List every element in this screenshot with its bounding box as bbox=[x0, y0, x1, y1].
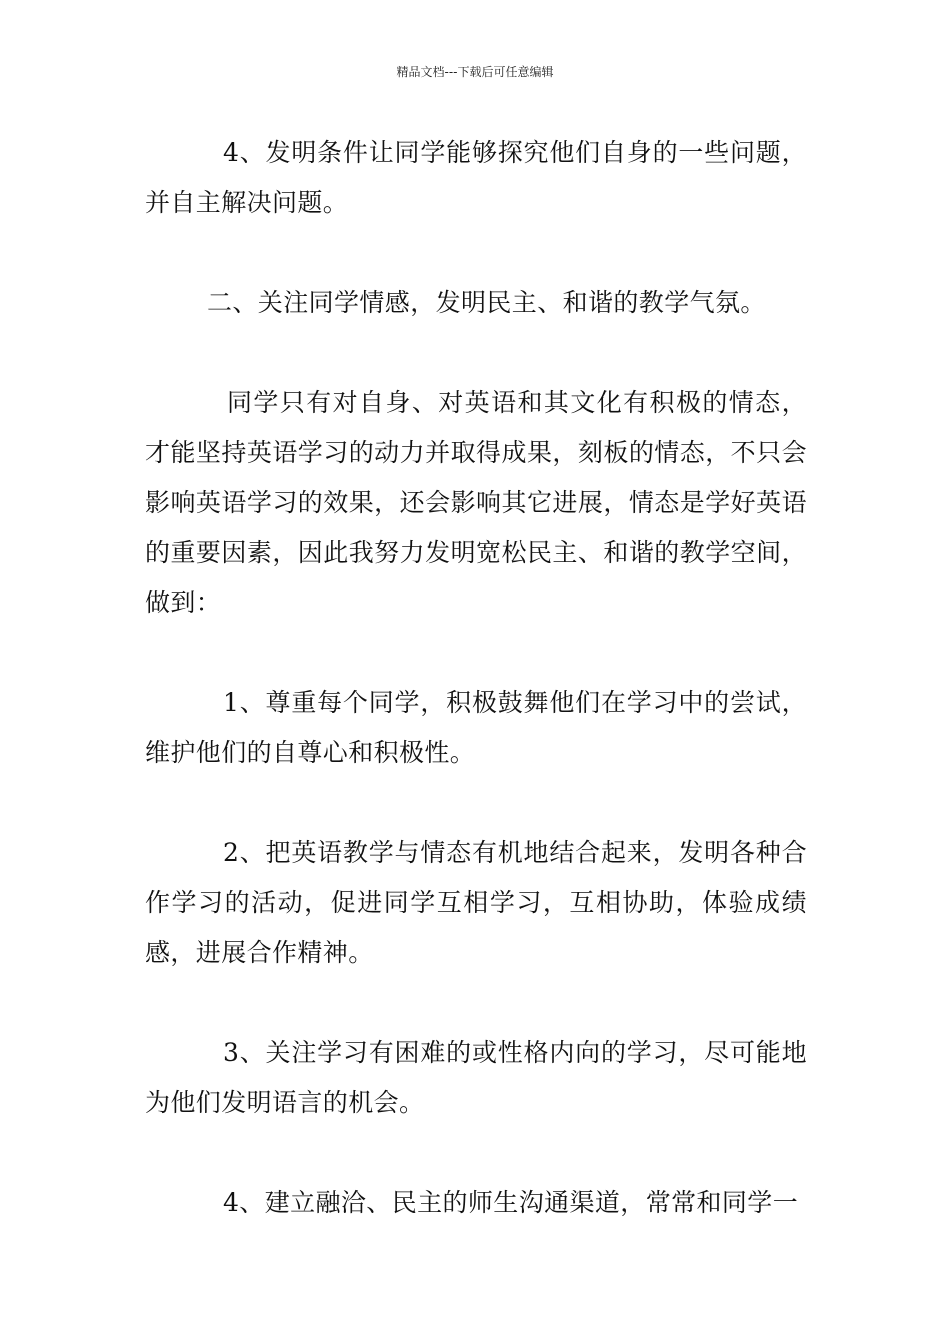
page-header: 精品文档---下载后可任意编辑 bbox=[396, 65, 554, 79]
paragraph-gap bbox=[145, 328, 807, 378]
paragraph-gap bbox=[145, 778, 807, 828]
paragraph-gap bbox=[145, 1128, 807, 1178]
paragraph-item-2-cooperation: 2、把英语教学与情态有机地结合起来，发明各种合作学习的活动，促进同学互相学习，互相协助，体验成绩感，进展合作精神。 bbox=[145, 838, 807, 967]
paragraph-gap bbox=[145, 978, 807, 1028]
document-body bbox=[145, 128, 807, 1228]
paragraph-item-3-support: 3、关注学习有困难的或性格内向的学习，尽可能地为他们发明语言的机会。 bbox=[145, 1038, 807, 1117]
paragraph-item-4-problem-solving: 4、发明条件让同学能够探究他们自身的一些问题，并自主解决问题。 bbox=[145, 138, 807, 217]
paragraph-gap bbox=[145, 228, 807, 278]
paragraph-gap bbox=[145, 628, 807, 678]
paragraph-emotion-intro: 同学只有对自身、对英语和其文化有积极的情态，才能坚持英语学习的动力并取得成果，刻板的情态，不只会影响英语学习的效果，还会影响其它进展，情态是学好英语的重要因素，因此我努力发明宽松民主、和谐的教学空间，做到： bbox=[145, 388, 807, 617]
paragraph-item-4-communication: 4、建立融洽、民主的师生沟通渠道，常常和同学一 bbox=[223, 1188, 799, 1217]
paragraph-item-1-respect: 1、尊重每个同学，积极鼓舞他们在学习中的尝试，维护他们的自尊心和积极性。 bbox=[145, 688, 807, 767]
section-heading-2: 二、关注同学情感，发明民主、和谐的教学气氛。 bbox=[207, 288, 766, 317]
